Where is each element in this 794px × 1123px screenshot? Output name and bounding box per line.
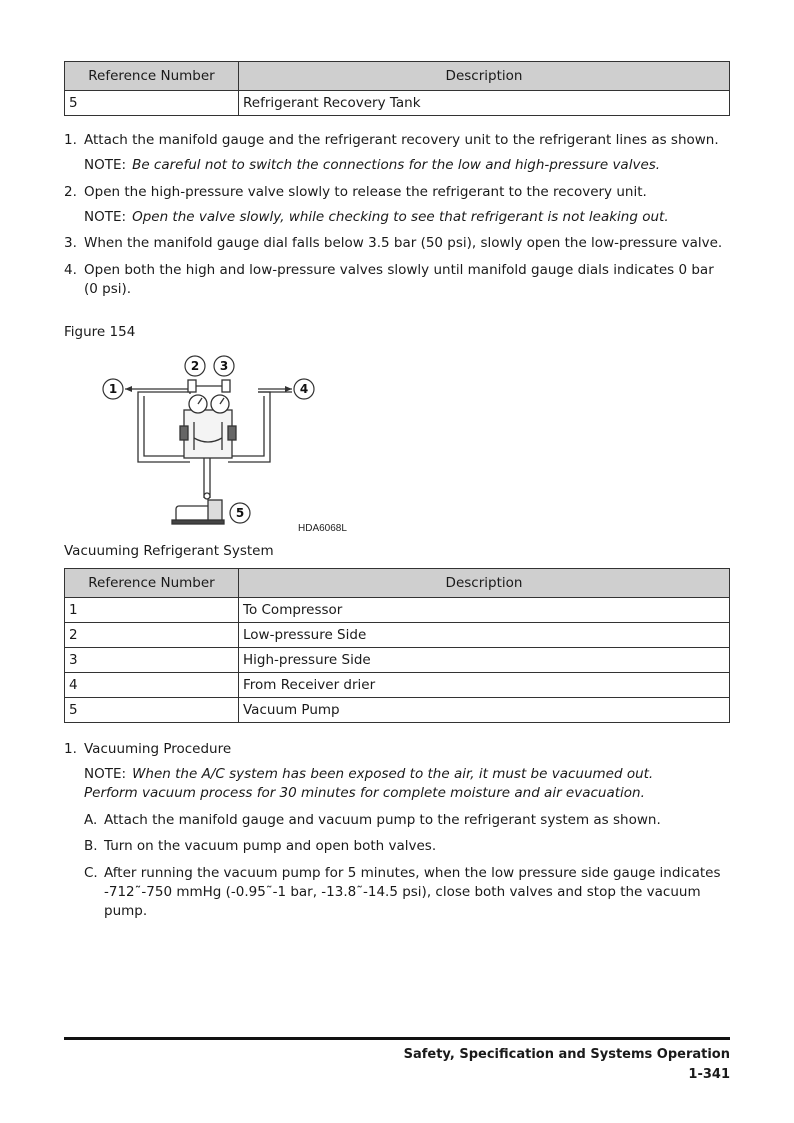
column-header: Reference Number (65, 569, 239, 598)
table-cell: 1 (65, 598, 239, 623)
reference-table-bottom (64, 568, 730, 723)
table-cell: High-pressure Side (239, 648, 730, 673)
callout-2: 2 (190, 359, 200, 373)
step-1: 1. Attach the manifold gauge and the refrigerant recovery unit to the refrigerant lines as shown. (64, 132, 719, 148)
figure-code: HDA6068L (298, 523, 347, 534)
table-row (65, 648, 730, 673)
vacuum-substep-b: B. Turn on the vacuum pump and open both valves. (84, 838, 437, 854)
table-cell: 5 (65, 91, 239, 116)
table-cell: To Compressor (239, 598, 730, 623)
page-number: 1-341 (688, 1067, 730, 1082)
table-cell: 4 (65, 673, 239, 698)
step-2: 2. Open the high-pressure valve slowly to release the refrigerant to the recovery unit. (64, 184, 647, 200)
step-1-note: NOTE: Be careful not to switch the connections for the low and high-pressure valves. (84, 157, 661, 173)
vacuum-step-1: 1. Vacuuming Procedure (64, 741, 232, 757)
table-row (65, 91, 730, 116)
callout-5: 5 (235, 506, 245, 520)
table-row (65, 598, 730, 623)
callout-4: 4 (299, 382, 309, 396)
column-header: Description (239, 62, 730, 91)
table-row (65, 698, 730, 723)
step-3: 3. When the manifold gauge dial falls below 3.5 bar (50 psi), slowly open the low-pressure valve. (64, 235, 723, 251)
figure-caption: Vacuuming Refrigerant System (64, 543, 274, 559)
table-cell: From Receiver drier (239, 673, 730, 698)
vacuum-substep-a: A. Attach the manifold gauge and vacuum pump to the refrigerant system as shown. (84, 812, 661, 828)
table-cell: Low-pressure Side (239, 623, 730, 648)
callout-1: 1 (108, 382, 118, 396)
callout-3: 3 (219, 359, 229, 373)
column-header: Description (239, 569, 730, 598)
table-cell: Vacuum Pump (239, 698, 730, 723)
table-cell: 3 (65, 648, 239, 673)
table-row (65, 623, 730, 648)
table-cell: 2 (65, 623, 239, 648)
step-4: 4. Open both the high and low-pressure valves slowly until manifold gauge dials indicates 0 bar (0 psi). (64, 262, 714, 297)
table-cell: Refrigerant Recovery Tank (239, 91, 730, 116)
vacuum-diagram (90, 350, 380, 540)
vacuum-note: NOTE: When the A/C system has been exposed to the air, it must be vacuumed out. Perform vacuum process for 30 minutes for complete moisture and air evacuation. (84, 766, 654, 801)
table-row (65, 673, 730, 698)
table-cell: 5 (65, 698, 239, 723)
footer-title: Safety, Specification and Systems Operation (403, 1047, 730, 1062)
reference-table-top (64, 61, 730, 116)
step-2-note: NOTE: Open the valve slowly, while checking to see that refrigerant is not leaking out. (84, 209, 669, 225)
figure-label: Figure 154 (64, 324, 136, 340)
footer-rule (64, 1037, 730, 1040)
vacuum-substep-c: C. After running the vacuum pump for 5 minutes, when the low pressure side gauge indicates -712˜-750 mmHg (-0.95˜-1 bar, -13.8˜-14.5 psi), close both valves and stop the vacuum pump. (84, 865, 721, 919)
column-header: Reference Number (65, 62, 239, 91)
